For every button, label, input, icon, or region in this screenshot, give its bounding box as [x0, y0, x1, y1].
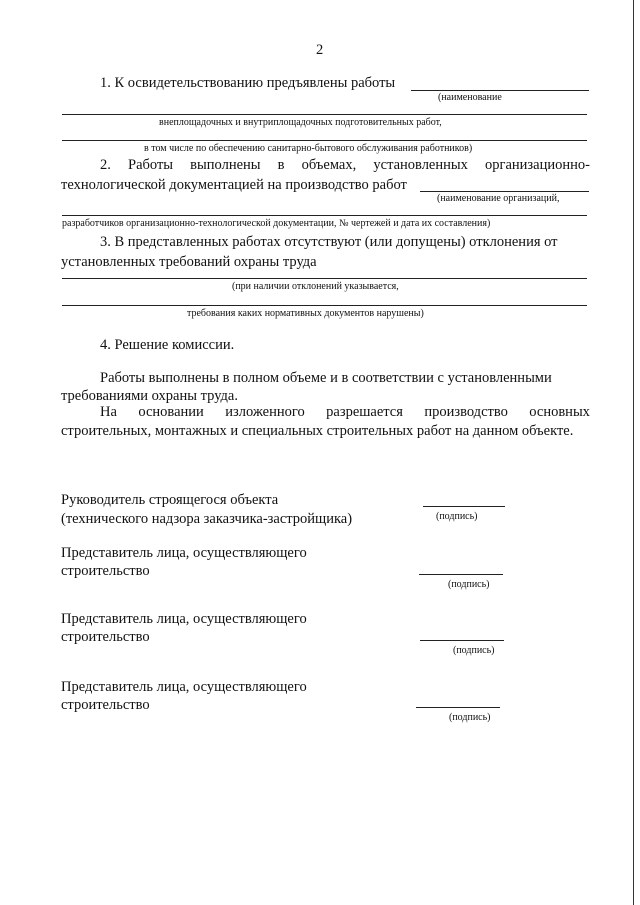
item2-line-2: технологической документацией на производство работ: [61, 177, 407, 193]
item1-caption-3: в том числе по обеспечению санитарно-бытового обслуживания работников): [144, 143, 473, 154]
item1-caption-1: (наименование: [438, 92, 502, 103]
signature-3-role-line-2: строительство: [61, 629, 150, 645]
item1-caption-2: внеплощадочных и внутриплощадочных подготовительных работ,: [159, 117, 442, 128]
signature-1-line: [423, 506, 505, 507]
signature-4-line: [416, 707, 500, 708]
signature-1-role-line-1: Руководитель строящегося объекта: [61, 492, 279, 508]
item4-paragraph-1-line-1: Работы выполнены в полном объеме и в соответствии с установленными: [100, 370, 552, 386]
page-number: 2: [316, 42, 324, 58]
signature-1-caption: (подпись): [436, 511, 478, 522]
item2-fill-line: [420, 191, 589, 192]
item3-caption-1: (при наличии отклонений указывается,: [232, 281, 399, 292]
signature-3-caption: (подпись): [453, 645, 495, 656]
signature-1-role-line-2: (технического надзора заказчика-застройщика): [61, 511, 353, 527]
item2-caption-1: (наименование организаций,: [437, 193, 560, 204]
signature-4-role-line-1: Представитель лица, осуществляющего: [61, 679, 307, 695]
signature-4-role-line-2: строительство: [61, 697, 150, 713]
item4-paragraph-2-line-2: строительных, монтажных и специальных строительных работ на данном объекте.: [61, 423, 574, 439]
signature-2-role-line-1: Представитель лица, осуществляющего: [61, 545, 307, 561]
item3-caption-2: требования каких нормативных документов нарушены): [187, 308, 424, 319]
signature-2-line: [419, 574, 503, 575]
scan-edge-line: [633, 0, 634, 905]
item3-fill-line-2: [62, 305, 587, 306]
signature-4-caption: (подпись): [449, 712, 491, 723]
item1-fill-line-3: [62, 140, 587, 141]
item1-fill-line: [411, 90, 589, 91]
signature-3-line: [420, 640, 504, 641]
item4-paragraph-1-line-2: требованиями охраны труда.: [61, 388, 238, 404]
item1-fill-line-2: [62, 114, 587, 115]
signature-2-caption: (подпись): [448, 579, 490, 590]
item2-line-1: 2. Работы выполнены в объемах, установленных организационно-: [100, 157, 590, 173]
item3-fill-line: [62, 278, 587, 279]
item3-line-1: 3. В представленных работах отсутствуют (или допущены) отклонения от: [100, 234, 558, 250]
item1-text: 1. К освидетельствованию предъявлены работы: [100, 75, 396, 91]
item2-fill-line-2: [62, 215, 587, 216]
item4-title: 4. Решение комиссии.: [100, 337, 235, 353]
item4-paragraph-2-line-1: На основании изложенного разрешается производство основных: [100, 404, 590, 420]
item3-line-2: установленных требований охраны труда: [61, 254, 317, 270]
signature-3-role-line-1: Представитель лица, осуществляющего: [61, 611, 307, 627]
item2-caption-2: разработчиков организационно-технологической документации, № чертежей и дата их составления): [62, 218, 491, 229]
signature-2-role-line-2: строительство: [61, 563, 150, 579]
